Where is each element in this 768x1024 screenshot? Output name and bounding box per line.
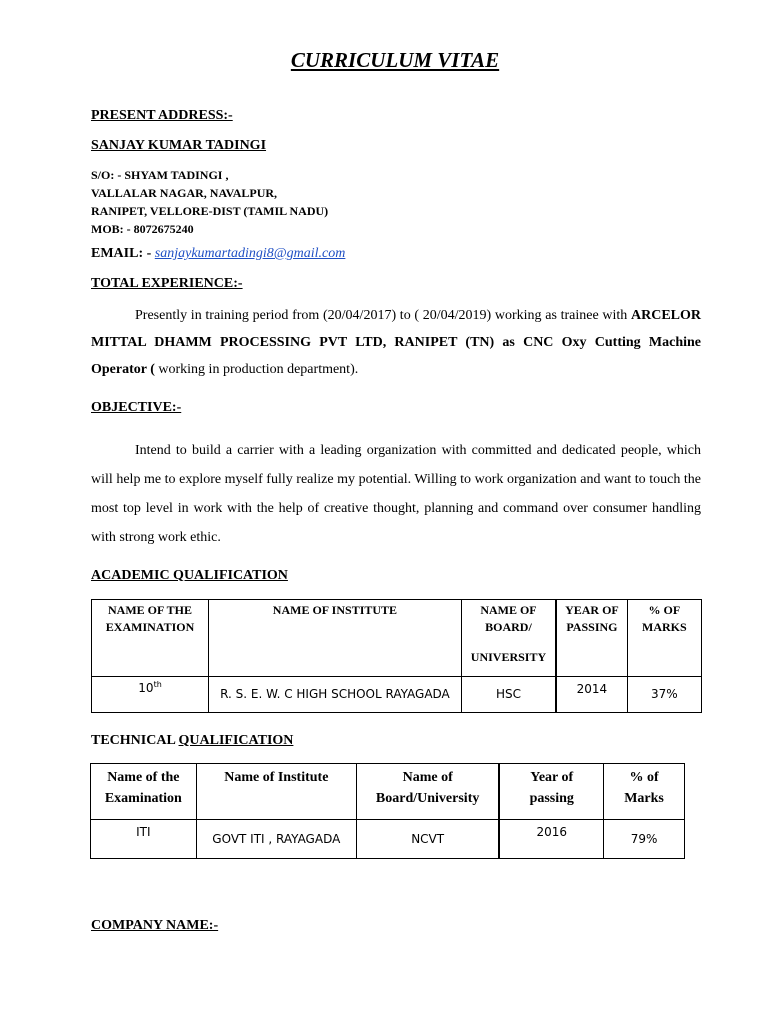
cell-exam: 10th (92, 677, 209, 713)
cell-year: 2014 (556, 677, 627, 713)
experience-intro: Presently in training period from (20/04/2017) to ( 20/04/2019) working as trainee with (135, 308, 628, 323)
company-heading: COMPANY NAME:- (91, 918, 219, 933)
objective-text: Intend to build a carrier with a leading organization with committed and dedicated people, which will help me to explore myself fully realize my potential. Willing to work organization and want to touch the most top level in work with the help of creative thought, planning and command over consumer handling with strong work ethic. (91, 443, 701, 545)
col-header-exam: Name of the Examination (91, 764, 197, 820)
col-header-board: Name of Board/University (356, 764, 499, 820)
experience-tail: working in production department). (154, 362, 359, 377)
col-header-board-line1: NAME OF BOARD/ (480, 603, 537, 634)
objective-paragraph (91, 436, 701, 552)
objective-heading: OBJECTIVE:- (91, 400, 182, 415)
col-header-exam: NAME OF THE EXAMINATION (92, 600, 209, 677)
technical-table (90, 763, 685, 859)
address-line: S/O: - SHYAM TADINGI , (91, 168, 229, 182)
experience-company: ARCELOR MITTAL DHAMM PROCESSING PVT LTD, RANIPET (TN) as CNC Oxy Cutting Machine Operator ( (91, 308, 701, 377)
mobile-number: MOB: - 8072675240 (91, 222, 194, 236)
address-line: RANIPET, VELLORE-DIST (TAMIL NADU) (91, 204, 329, 218)
cell-year: 2016 (499, 820, 603, 859)
col-header-board (461, 600, 556, 677)
present-address-heading: PRESENT ADDRESS:- (91, 108, 233, 123)
cell-institute: GOVT ITI , RAYAGADA (196, 820, 356, 859)
cell-board: NCVT (356, 820, 499, 859)
academic-table (91, 599, 702, 713)
email-link[interactable]: sanjaykumartadingi8@gmail.com (154, 246, 346, 261)
cell-marks: 79% (604, 820, 685, 859)
academic-heading: ACADEMIC QUALIFICATION (91, 568, 288, 583)
col-header-marks: % of Marks (604, 764, 685, 820)
experience-paragraph (91, 302, 701, 383)
cell-institute: R. S. E. W. C HIGH SCHOOL RAYAGADA (209, 677, 462, 713)
cell-exam: ITI (91, 820, 197, 859)
col-header-institute: Name of Institute (196, 764, 356, 820)
technical-heading: TECHNICAL QUALIFICATION (91, 733, 294, 748)
cell-marks: 37% (627, 677, 701, 713)
experience-heading: TOTAL EXPERIENCE:- (91, 276, 243, 291)
page-title: CURRICULUM VITAE (290, 48, 500, 72)
col-header-board-line2: UNIVERSITY (470, 650, 547, 664)
table-header-row (91, 764, 685, 820)
table-header-row (92, 600, 702, 677)
col-header-year: YEAR OF PASSING (556, 600, 627, 677)
table-row (92, 677, 702, 713)
col-header-institute: NAME OF INSTITUTE (209, 600, 462, 677)
col-header-year: Year of passing (499, 764, 603, 820)
col-header-marks: % OF MARKS (627, 600, 701, 677)
address-line: VALLALAR NAGAR, NAVALPUR, (91, 186, 278, 200)
address-block (91, 166, 328, 238)
table-row (91, 820, 685, 859)
email-label: EMAIL: - (91, 246, 155, 261)
cell-board: HSC (461, 677, 556, 713)
email-row (91, 246, 345, 262)
candidate-name: SANJAY KUMAR TADINGI (91, 138, 267, 153)
